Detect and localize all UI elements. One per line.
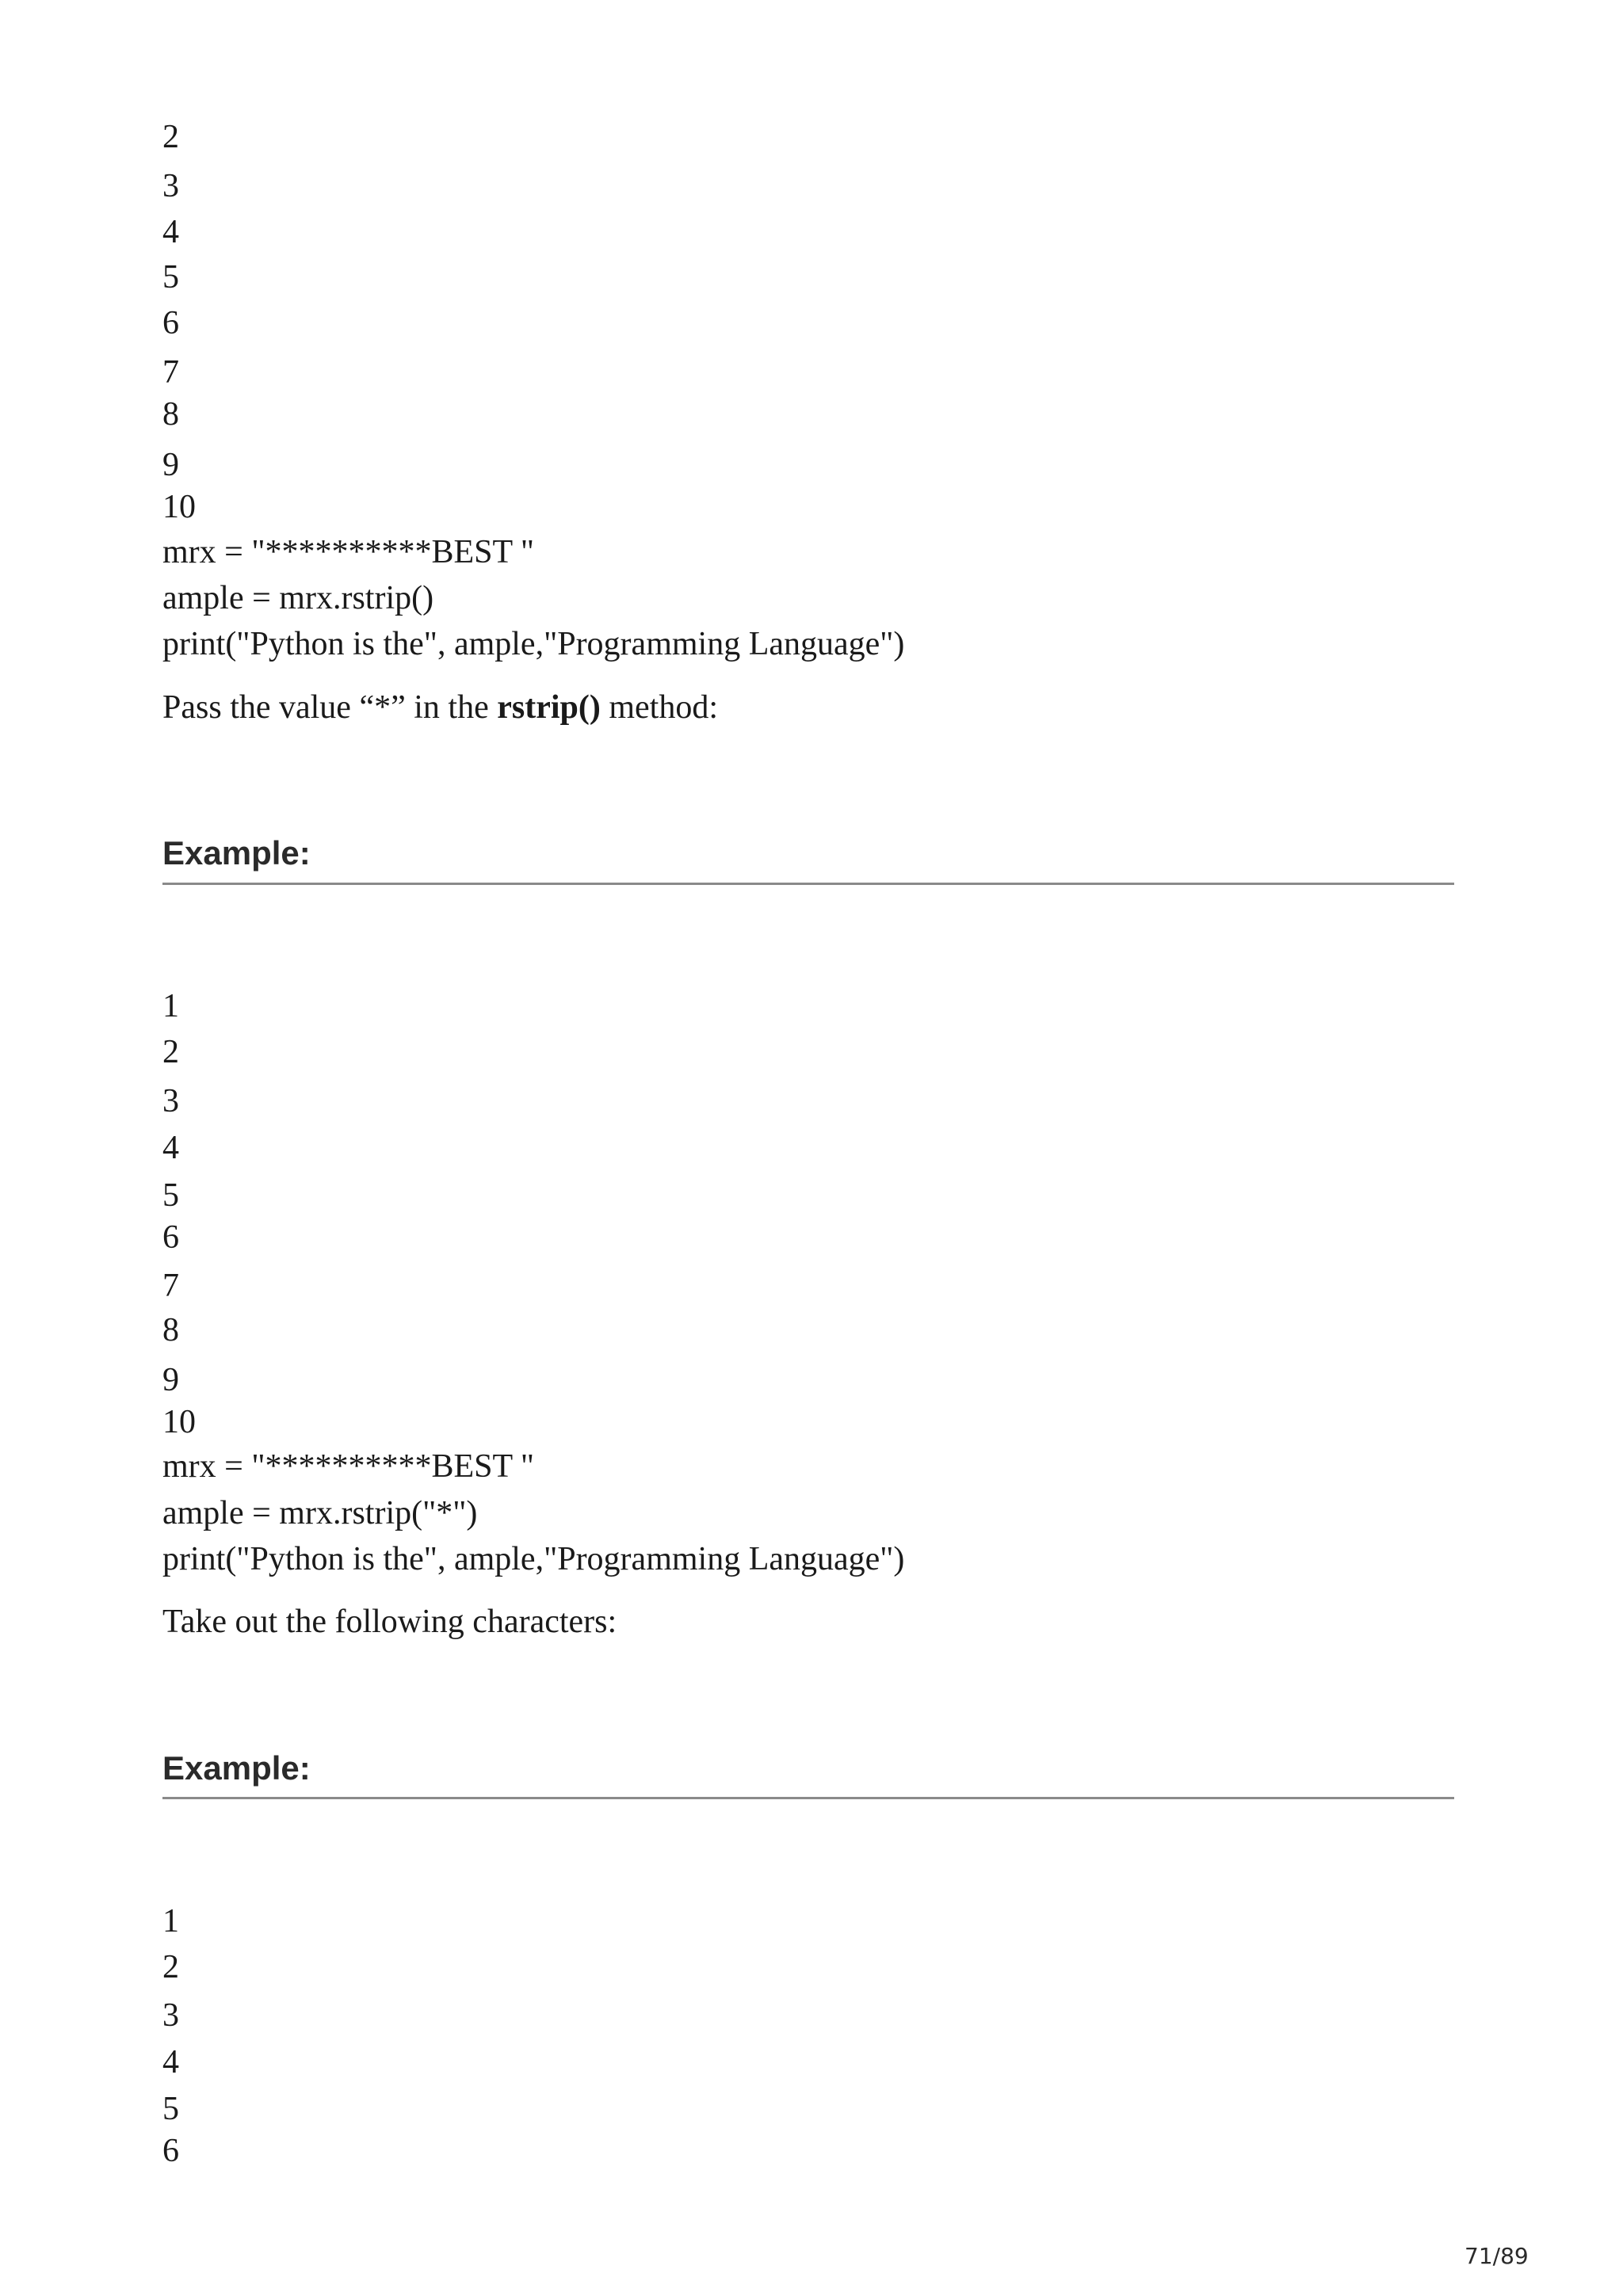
divider [162,1797,1454,1799]
code-line: mrx = "**********BEST " [162,534,535,570]
example-heading: Example: [162,1749,311,1787]
code-line: print("Python is the", ample,"Programming Language") [162,1541,905,1577]
line-number: 3 [162,1997,179,2034]
line-number: 3 [162,1083,179,1119]
paragraph-text: method: [600,689,718,726]
code-line: ample = mrx.rstrip() [162,580,434,616]
line-number: 6 [162,1219,179,1256]
line-number: 10 [162,489,196,525]
line-number: 2 [162,1034,179,1070]
line-number: 6 [162,2133,179,2169]
page-number: 71/89 [1465,2243,1529,2269]
line-number: 2 [162,1949,179,1985]
code-line: ample = mrx.rstrip("*") [162,1495,478,1531]
example-heading: Example: [162,834,311,871]
line-number: 7 [162,1268,179,1304]
line-number: 9 [162,447,179,483]
line-number: 2 [162,119,179,155]
line-number: 5 [162,259,179,296]
line-number: 4 [162,2044,179,2081]
code-line: mrx = "**********BEST " [162,1448,535,1485]
line-number: 6 [162,305,179,341]
line-number: 8 [162,396,179,433]
line-number: 3 [162,168,179,204]
line-number: 8 [162,1312,179,1348]
paragraph-text: Pass the value “*” in the [162,689,498,726]
code-line: print("Python is the", ample,"Programming Language") [162,626,905,662]
line-number: 1 [162,1903,179,1939]
method-name: rstrip() [497,689,601,726]
line-number: 5 [162,2091,179,2127]
line-number: 5 [162,1177,179,1214]
line-number: 1 [162,988,179,1024]
line-number: 4 [162,214,179,250]
line-number: 9 [162,1362,179,1398]
line-number: 10 [162,1404,196,1440]
line-number: 7 [162,354,179,391]
paragraph: Take out the following characters: [162,1604,617,1640]
paragraph [162,688,718,727]
line-number: 4 [162,1130,179,1166]
divider [162,883,1454,885]
